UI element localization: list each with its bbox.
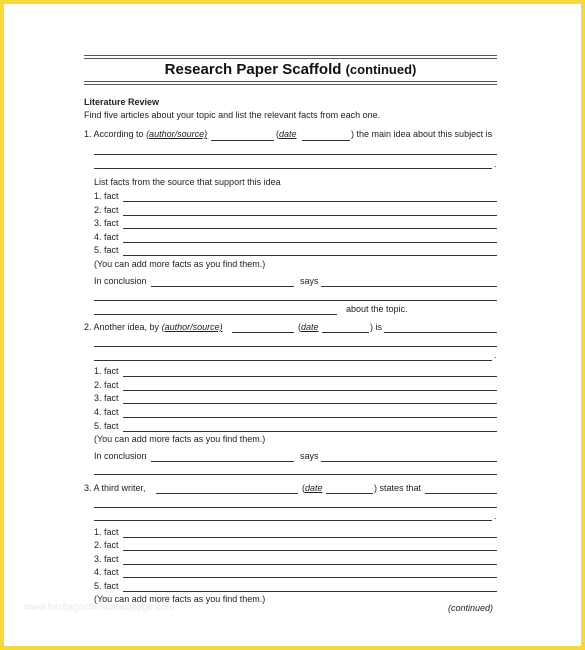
item2-author-field[interactable]: [232, 332, 294, 333]
item3-writer-field[interactable]: [156, 493, 298, 494]
item1-date-field[interactable]: [302, 140, 350, 141]
item2-conclusion-name-field[interactable]: [151, 461, 294, 462]
item1-about-topic: about the topic.: [346, 304, 408, 314]
watermark-text: www.heritagechristiancollege.com: [24, 602, 175, 613]
item3-line-2[interactable]: [94, 520, 492, 521]
item3-fact-2-field[interactable]: [123, 550, 497, 551]
header-rule-bottom: [84, 81, 497, 82]
item1-author-field[interactable]: [211, 140, 274, 141]
item2-fact-4-field[interactable]: [123, 417, 497, 418]
item2-says-field[interactable]: [321, 461, 497, 462]
item2-line-1[interactable]: [94, 346, 497, 347]
item2-fact-2-field[interactable]: [123, 390, 497, 391]
item2-fact-2: 2. fact: [94, 380, 119, 390]
item2-suffix-field[interactable]: [384, 332, 497, 333]
item3-fact-5: 5. fact: [94, 581, 119, 591]
item1-fact-5-field[interactable]: [123, 255, 497, 256]
item2-author-hint: (author/source): [161, 322, 223, 332]
item1-conclusion-line-2[interactable]: [94, 300, 497, 301]
section-heading: Literature Review: [84, 97, 160, 107]
item2-line-2[interactable]: [94, 360, 492, 361]
item3-fact-4-field[interactable]: [123, 577, 497, 578]
item3-fact-5-field[interactable]: [123, 591, 497, 592]
item3-fact-2: 2. fact: [94, 540, 119, 550]
item3-date: (date: [302, 483, 323, 493]
item2-fact-1-field[interactable]: [123, 376, 497, 377]
item2-conclusion-label: In conclusion: [94, 451, 147, 461]
item2-conclusion-line-2[interactable]: [94, 474, 497, 475]
item3-fact-4: 4. fact: [94, 567, 119, 577]
item1-fact-3: 3. fact: [94, 218, 119, 228]
item1-label: 1. According to (author/source): [84, 129, 208, 139]
item1-author-hint: (author/source): [146, 129, 208, 139]
item1-fact-3-field[interactable]: [123, 228, 497, 229]
item3-date-field[interactable]: [326, 493, 373, 494]
item1-line-2[interactable]: [94, 168, 492, 169]
item1-conclusion-label: In conclusion: [94, 276, 147, 286]
item1-fact-4: 4. fact: [94, 232, 119, 242]
item2-fact-5: 5. fact: [94, 421, 119, 431]
item3-suffix: ) states that: [374, 483, 422, 493]
item1-suffix: ) the main idea about this subject is: [351, 129, 493, 139]
item3-fact-1: 1. fact: [94, 527, 119, 537]
item2-date-field[interactable]: [322, 332, 369, 333]
item3-more-facts: (You can add more facts as you find them.): [94, 594, 266, 604]
page-title: [84, 61, 497, 78]
item3-fact-1-field[interactable]: [123, 537, 497, 538]
item2-more-facts: (You can add more facts as you find them.): [94, 434, 266, 444]
item1-fact-5: 5. fact: [94, 245, 119, 255]
item3-line-1[interactable]: [94, 507, 497, 508]
section-instructions: Find five articles about your topic and list the relevant facts from each one.: [84, 110, 381, 120]
item1-period: .: [494, 159, 497, 169]
item2-period: .: [494, 350, 497, 360]
item2-fact-4: 4. fact: [94, 407, 119, 417]
title-main: Research Paper Scaffold: [164, 61, 342, 78]
worksheet-page: [4, 4, 581, 646]
header-rule-top: [84, 55, 497, 56]
item3-fact-3-field[interactable]: [123, 564, 497, 565]
item3-label: 3. A third writer,: [84, 483, 146, 493]
header-rule-top-2: [84, 58, 497, 59]
item1-fact-2: 2. fact: [94, 205, 119, 215]
item1-fact-1-field[interactable]: [123, 201, 497, 202]
item1-fact-4-field[interactable]: [123, 242, 497, 243]
header-rule-bottom-2: [84, 84, 497, 85]
item2-suffix: ) is: [370, 322, 382, 332]
item1-line-1[interactable]: [94, 154, 497, 155]
item2-says: says: [300, 451, 319, 461]
item1-conclusion-line-3[interactable]: [94, 314, 337, 315]
item1-says: says: [300, 276, 319, 286]
item2-date: (date: [298, 322, 319, 332]
item2-fact-3: 3. fact: [94, 393, 119, 403]
item2-fact-3-field[interactable]: [123, 403, 497, 404]
item2-label: 2. Another idea, by (author/source): [84, 322, 223, 332]
item2-fact-5-field[interactable]: [123, 431, 497, 432]
item1-says-field[interactable]: [321, 286, 497, 287]
item2-fact-1: 1. fact: [94, 366, 119, 376]
item3-suffix-field[interactable]: [425, 493, 497, 494]
continued-footer: (continued): [448, 603, 494, 613]
item1-more-facts: (You can add more facts as you find them.): [94, 259, 266, 269]
item3-period: .: [494, 511, 497, 521]
item1-date: (date: [276, 129, 297, 139]
item1-conclusion-name-field[interactable]: [151, 286, 294, 287]
title-continued: (continued): [345, 62, 417, 77]
item1-facts-intro: List facts from the source that support this idea: [94, 177, 281, 187]
item3-fact-3: 3. fact: [94, 554, 119, 564]
item1-fact-1: 1. fact: [94, 191, 119, 201]
item1-fact-2-field[interactable]: [123, 215, 497, 216]
